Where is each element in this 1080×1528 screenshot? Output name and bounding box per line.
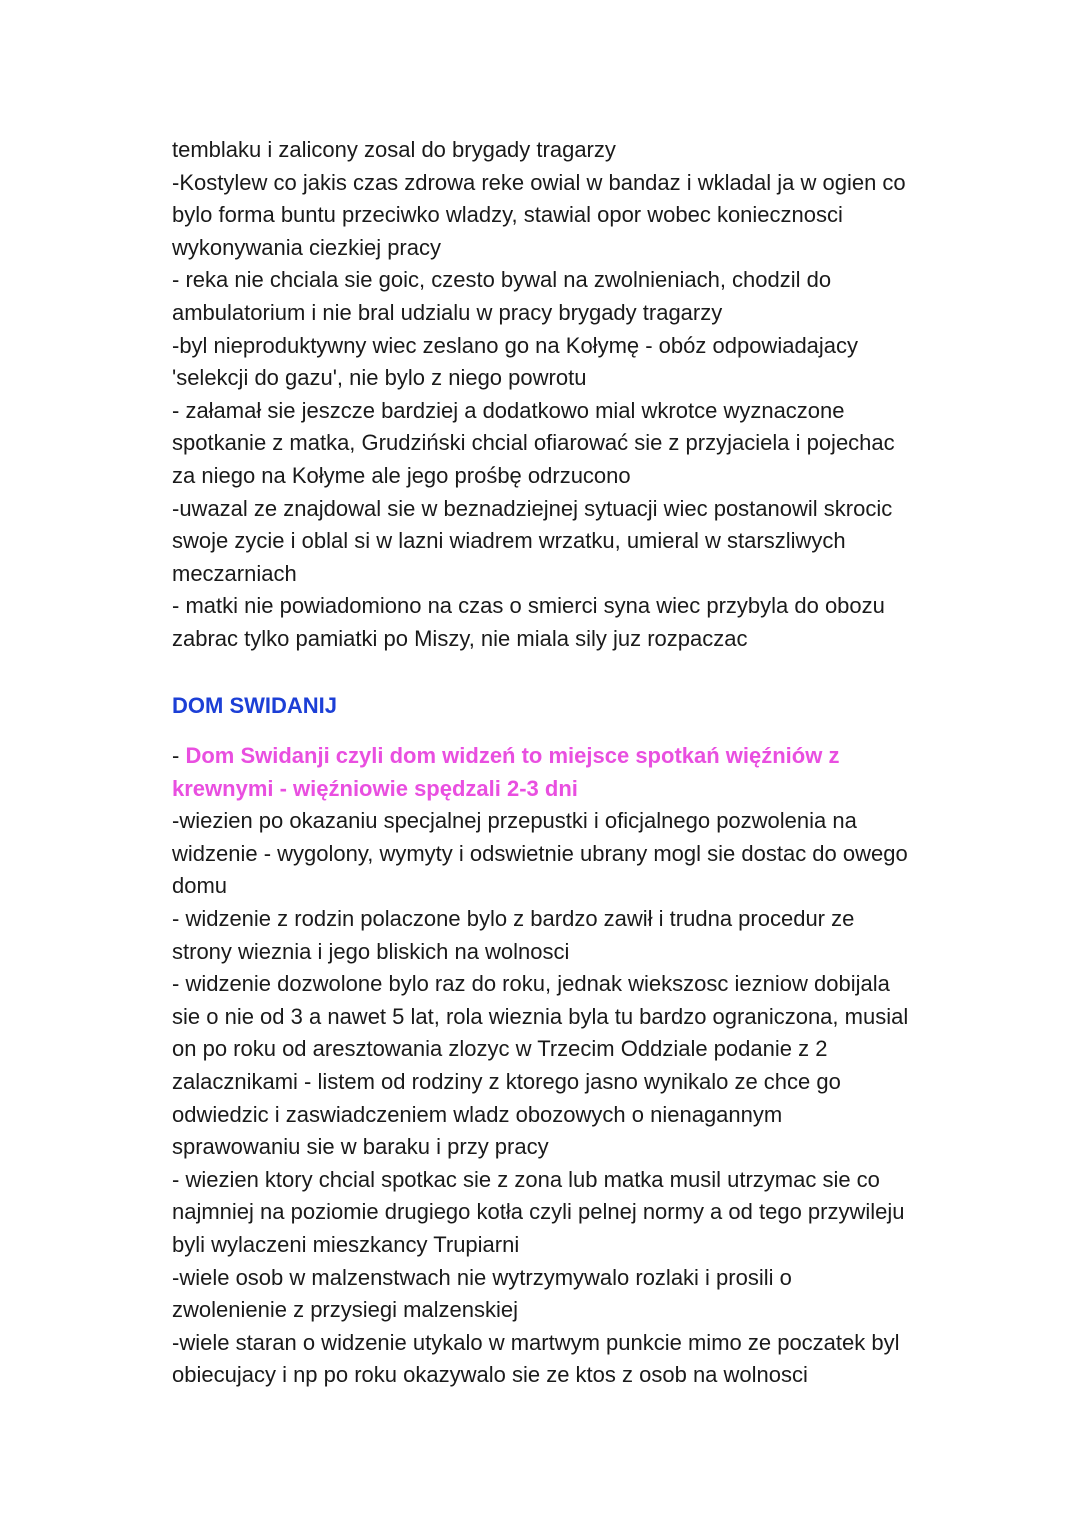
- paragraph: - matki nie powiadomiono na czas o smierci syna wiec przybyla do obozu zabrac tylko pamiatki po Miszy, nie miala sily juz rozpaczac: [172, 593, 885, 651]
- paragraph: - widzenie dozwolone bylo raz do roku, jednak wiekszosc iezniow dobijala sie o nie od 3 a nawet 5 lat, rola wieznia byla tu bardzo ograniczona, musial on po roku od aresztowania zlozyc w Trzecim Oddziale podanie z 2 zalacznikami - listem od rodziny z ktorego jasno wynikalo ze chce go odwiedzic i zaswiadczeniem wladz obozowych o nienagannym sprawowaniu sie w baraku i przy pracy: [172, 971, 909, 1160]
- paragraph: -Kostylew co jakis czas zdrowa reke owial w bandaz i wkladal ja w ogien co bylo forma buntu przeciwko wladzy, stawial opor wobec koniecznosci wykonywania ciezkiej pracy: [172, 169, 906, 260]
- paragraph: -uwazal ze znajdowal sie w beznadziejnej sytuacji wiec postanowil skrocic swoje zycie i oblal si w lazni wiadrem wrzatku, umieral w starszliwych meczarniach: [172, 495, 893, 586]
- paragraph: - załamał sie jeszcze bardziej a dodatkowo mial wkrotce wyznaczone spotkanie z matka, Grudziński chcial ofiarować sie z przyjaciela i pojechac za niego na Kołyme ale jego prośbę odrzucono: [172, 397, 895, 488]
- paragraph: temblaku i zalicony zosal do brygady tragarzy: [172, 137, 616, 162]
- paragraph: -wiezien po okazaniu specjalnej przepustki i oficjalnego pozwolenia na widzenie - wygolony, wymyty i odswietnie ubrany mogl sie dostac do owego domu: [172, 808, 908, 899]
- paragraph: - widzenie z rodzin polaczone bylo z bardzo zawił i trudna procedur ze strony wieznia i jego bliskich na wolnosci: [172, 906, 855, 964]
- paragraph: -wiele osob w malzenstwach nie wytrzymywalo rozlaki i prosili o zwolenienie z przysiegi malzenskiej: [172, 1264, 792, 1323]
- intro-prefix: -: [172, 743, 186, 769]
- intro-paragraph: [172, 740, 912, 805]
- paragraph: - reka nie chciala sie goic, czesto bywal na zwolnieniach, chodzil do ambulatorium i nie bral udzialu w pracy brygady tragarzy: [172, 267, 832, 325]
- paragraph: - wiezien ktory chcial spotkac sie z zona lub matka musil utrzymac sie co najmniej na poziomie drugiego kotła czyli pelnej normy a od tego przywileju byli wylaczeni mieszkancy Trupiarni: [172, 1166, 905, 1257]
- highlighted-definition: Dom Swidanji czyli dom widzeń to miejsce spotkań więźniów z krewnymi - więźniowie spędzali 2-3 dni: [172, 743, 840, 801]
- paragraph: -wiele staran o widzenie utykalo w martwym punkcie mimo ze poczatek byl obiecujacy i np po roku okazywalo sie ze ktos z osob na wolnosci: [172, 1329, 900, 1388]
- section-dom-swidanij: [172, 740, 912, 1392]
- section-continuation: [172, 134, 912, 656]
- paragraph: -byl nieproduktywny wiec zeslano go na Kołymę - obóz odpowiadajacy 'selekcji do gazu', nie bylo z niego powrotu: [172, 332, 859, 391]
- document-page: [172, 134, 912, 1392]
- section-heading: DOM SWIDANIJ: [172, 692, 337, 718]
